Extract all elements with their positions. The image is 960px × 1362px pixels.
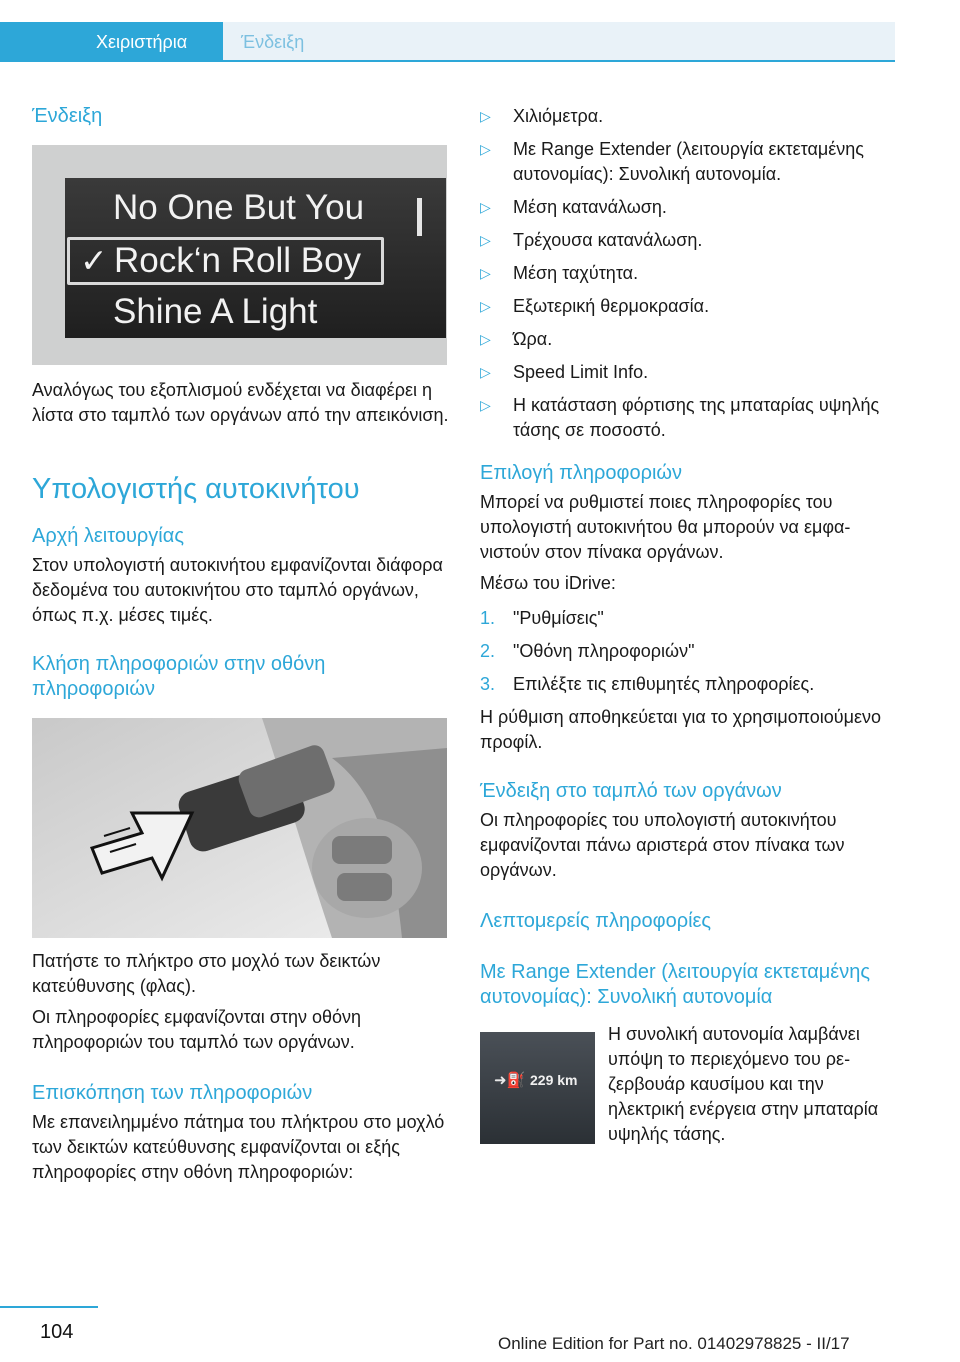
step-number: 3. <box>480 674 496 694</box>
list-item-text: Με Range Extender (λειτουργία εκτεταμένης αυτονομίας): Συνολική αυτονομία. <box>513 139 864 184</box>
stalk-photo <box>32 718 447 938</box>
header-section: Χειριστήρια <box>0 22 223 62</box>
scrollbar-indicator <box>417 198 422 236</box>
list-item-text: Τρέχουσα κατανάλωση. <box>513 230 703 250</box>
idrive-steps <box>480 606 900 697</box>
footer-divider <box>0 1306 98 1308</box>
triangle-bullet-icon: ▷ <box>480 141 491 157</box>
list-item <box>480 104 900 129</box>
range-value: 229 km <box>530 1072 578 1088</box>
list-item-text: Ώρα. <box>513 329 553 349</box>
page-header <box>0 22 895 62</box>
display-screen <box>65 178 446 338</box>
heading-select-info: Επιλογή πληροφοριών <box>480 462 683 484</box>
step-number: 1. <box>480 608 496 628</box>
paragraph-display-note: Αναλόγως του εξοπλισμού ενδέχεται να διαφέρει η λίστα στο ταμπλό των οργάνων από την απεικόνιση. <box>32 380 449 425</box>
display-list-illustration <box>32 145 447 365</box>
paragraph-overview: Με επανειλημμένο πάτημα του πλήκτρου στο μοχλό των δεικτών κατεύθυνσης εμφανίζονται οι εξής πληροφορίες στην οθόνη πληροφοριών: <box>32 1112 445 1182</box>
triangle-bullet-icon: ▷ <box>480 232 491 248</box>
list-item-text: Η κατάσταση φόρτισης της μπαταρίας υψηλής τάσης σε ποσοστό. <box>513 395 880 440</box>
list-item <box>480 360 900 385</box>
paragraph-info-shown: Οι πληροφορίες εμφανίζονται στην οθόνη πληροφοριών του ταμπλό των οργάνων. <box>32 1007 362 1052</box>
info-bullet-list <box>480 104 900 443</box>
triangle-bullet-icon: ▷ <box>480 298 491 314</box>
paragraph-dash-display: Οι πληροφορίες του υπολογιστή αυτοκινήτου εμφανίζονται πάνω αριστερά στον πίνακα των οργάνων. <box>480 810 845 880</box>
right-column <box>480 104 900 1142</box>
paragraph-via-idrive: Μέσω του iDrive: <box>480 573 616 593</box>
list-item-text: Μέση κατανάλωση. <box>513 197 667 217</box>
paragraph-press-button: Πατήστε το πλήκτρο στο μοχλό των δεικτών κατεύθυνσης (φλας). <box>32 951 381 996</box>
screen-item-selected <box>67 237 384 285</box>
triangle-bullet-icon: ▷ <box>480 397 491 413</box>
triangle-bullet-icon: ▷ <box>480 199 491 215</box>
step-text: Επιλέξτε τις επιθυμητές πληροφορίες. <box>513 674 815 694</box>
paragraph-range: Η συνολική αυτονομία λαμβάνει υπόψη το περιεχόμενο του ρεζερβουάρ καυσίμου και την ηλεκτρική ενέργεια στην μπαταρία υψηλής τάσης. <box>608 1024 879 1144</box>
paragraph-principle: Στον υπολογιστή αυτοκινήτου εμφανίζονται διάφορα δεδομένα του αυτοκινήτου στο ταμπλό οργάνων, όπως π.χ. μέσες τιμές. <box>32 555 443 625</box>
triangle-bullet-icon: ▷ <box>480 364 491 380</box>
edition-note: Online Edition for Part no. 01402978825 - II/17 <box>498 1334 850 1353</box>
list-item <box>480 195 900 220</box>
paragraph-select-info: Μπορεί να ρυθμιστεί ποιες πληροφορίες του υπολογιστή αυτοκινήτου θα μπορούν να εμφανιστούν στον πίνακα οργάνων. <box>480 492 851 562</box>
list-item <box>480 327 900 352</box>
screen-item-selected-label: Rock‘n Roll Boy <box>114 241 362 280</box>
turn-signal-stalk-illustration <box>32 718 447 938</box>
header-divider <box>0 60 895 62</box>
step-number: 2. <box>480 641 496 661</box>
heading-overview: Επισκόπηση των πληροφοριών <box>32 1082 313 1104</box>
list-item <box>480 228 900 253</box>
step-item <box>480 639 900 664</box>
step-item <box>480 606 900 631</box>
screen-item: Shine A Light <box>113 292 318 331</box>
triangle-bullet-icon: ▷ <box>480 331 491 347</box>
list-item <box>480 294 900 319</box>
range-section <box>480 1022 900 1142</box>
triangle-bullet-icon: ▷ <box>480 108 491 124</box>
triangle-bullet-icon: ▷ <box>480 265 491 281</box>
range-display-illustration <box>480 1032 595 1144</box>
list-item <box>480 137 900 187</box>
step-text: "Ρυθμίσεις" <box>513 608 604 628</box>
heading-display: Ένδειξη <box>32 105 103 127</box>
list-item-text: Εξωτερική θερμοκρασία. <box>513 296 710 316</box>
paragraph-setting-saved: Η ρύθμιση αποθηκεύεται για το χρησιμοποιούμενο προφίλ. <box>480 707 881 752</box>
heading-details: Λεπτομερείς πληροφορίες <box>480 910 712 932</box>
heading-principle: Αρχή λειτουργίας <box>32 525 184 547</box>
list-item <box>480 393 900 443</box>
heading-range-extender: Με Range Extender (λειτουργία εκτεταμένης αυτονομίας): Συνολική αυτονομία <box>480 961 870 1008</box>
step-text: "Οθόνη πληροφοριών" <box>513 641 695 661</box>
check-mark-icon: ✓ <box>80 242 108 279</box>
heading-call-info: Κλήση πληροφοριών στην οθόνη πληροφοριών <box>32 653 326 700</box>
heading-dash-display: Ένδειξη στο ταμπλό των οργάνων <box>480 780 782 802</box>
page-number: 104 <box>40 1321 74 1343</box>
left-column <box>32 104 452 1185</box>
screen-item: No One But You <box>113 188 365 227</box>
list-item-text: Χιλιόμετρα. <box>513 106 604 126</box>
fuel-electric-icon: ➜⛽ <box>494 1072 526 1089</box>
heading-computer: Υπολογιστής αυτοκινήτου <box>32 473 360 505</box>
header-subsection: Ένδειξη <box>223 22 895 62</box>
list-item-text: Μέση ταχύτητα. <box>513 263 639 283</box>
list-item-text: Speed Limit Info. <box>513 362 649 382</box>
step-item <box>480 672 900 697</box>
list-item <box>480 261 900 286</box>
